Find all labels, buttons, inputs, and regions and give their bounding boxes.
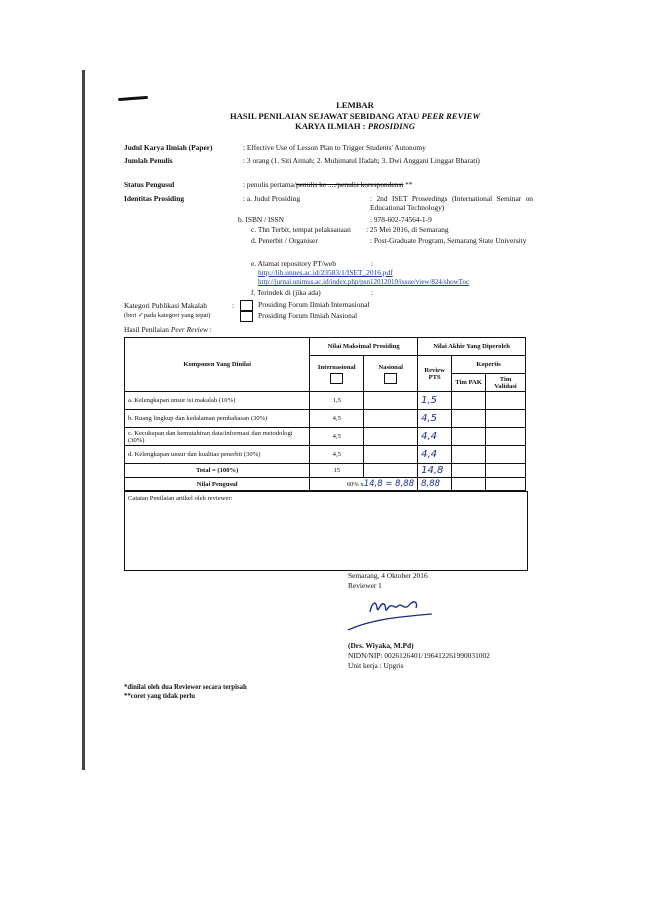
table-row (125, 392, 526, 410)
row-validasi (486, 428, 526, 446)
row-nasional (364, 446, 418, 464)
judul-label: Judul Karya Ilmiah (Paper) (124, 143, 213, 152)
nilai-pak (452, 478, 486, 491)
header-nilai-maks: Nilai Maksimal Prosiding (310, 338, 418, 356)
title-line-2-italic: PEER REVIEW (421, 110, 481, 121)
reviewer-nidn: NIDN/NIP: 0026126401/196412261990031002 (348, 651, 490, 660)
row-label: b. Ruang lingkup dan kedalaman pembahasan (30%) (125, 410, 310, 428)
identitas-label: Identitas Prosiding (124, 194, 185, 203)
row-nasional (364, 428, 418, 446)
nilai-calc (310, 478, 418, 491)
row-pak (452, 446, 486, 464)
checkbox-nasional[interactable] (240, 311, 253, 322)
c-label: c. Thn Terbit, tempat pelaksanaan (251, 225, 351, 234)
checkbox-table-nasional[interactable] (384, 373, 397, 384)
row-validasi (486, 410, 526, 428)
row-nasional (364, 392, 418, 410)
repo-url-2[interactable] (258, 278, 469, 287)
status-value-struck: penulis ke ..../penulis korespondensi (295, 180, 404, 189)
header-nilai-akhir: Nilai Akhir Yang Diperoleh (418, 338, 526, 356)
reviewer-unit: Unit kerja : Upgris (348, 661, 404, 670)
header-kopertis: Kopertis (452, 356, 526, 374)
row-label: c. Kecukupan dan kemutahiran data/informasi dan metodologi (30%) (125, 428, 310, 446)
b-label: b. ISBN / ISSN (238, 215, 284, 224)
jumlah-label: Jumlah Penulis (124, 156, 173, 165)
status-value-a: : penulis pertama/ (243, 180, 296, 189)
kategori-option-internasional[interactable] (240, 300, 369, 311)
title-line-3 (120, 121, 590, 132)
repo-link-2[interactable]: http://jurnal.unimus.ac.id/index.php/psn12012010/issue/view/824/showToc (258, 278, 470, 286)
row-nasional (364, 410, 418, 428)
title-line-3-italic: PROSIDING (367, 121, 415, 131)
kategori-sublabel: (beri ✓pada kategori yang tepat) (124, 312, 211, 319)
header-tim-pak: Tim PAK (452, 374, 486, 392)
row-score: 1,5 (418, 392, 452, 410)
header-review-pts: Review PTS (418, 356, 452, 392)
status-value-b: ** (403, 180, 413, 189)
nilai-row (125, 478, 526, 491)
row-score: 4,5 (418, 410, 452, 428)
document-title (120, 100, 590, 132)
repo-link-1[interactable]: http://lib.unnes.ac.id/23583/1/ISET_2016.pdf (258, 268, 393, 277)
header-tim-validasi: Tim Validasi (486, 374, 526, 392)
jumlah-value: : 3 orang (1. Siti Aimah; 2. Muhimatul Ifadah; 3. Dwi Anggani Linggar Bharati) (243, 156, 480, 165)
row-max: 1,5 (310, 392, 364, 410)
table-row (125, 446, 526, 464)
option-nasional-label: Prosiding Forum Ilmiah Nasional (258, 311, 358, 321)
header-internasional-label: Internasional (317, 363, 356, 371)
hasil-label-c: : (207, 325, 212, 334)
row-score: 4,4 (418, 446, 452, 464)
row-validasi (486, 392, 526, 410)
table-row (125, 410, 526, 428)
table-header-row-1 (125, 338, 526, 356)
d-value: : Post-Graduate Program, Semarang State University (370, 236, 527, 245)
nilai-score: 8,88 (418, 478, 452, 491)
hasil-label-a: Hasil Penilaian (124, 325, 171, 334)
row-pak (452, 428, 486, 446)
row-pak (452, 392, 486, 410)
row-label: a. Kelengkapan unsur isi makalah (10%) (125, 392, 310, 410)
row-score: 4,4 (418, 428, 452, 446)
place-date: Semarang, 4 Oktober 2016 (348, 571, 428, 580)
d-label: d. Penerbit / Organiser (251, 236, 318, 245)
status-label: Status Pengusul (124, 180, 175, 189)
header-nasional-label: Nasional (378, 363, 403, 371)
total-score: 14,8 (418, 464, 452, 478)
status-value (243, 180, 533, 189)
total-row (125, 464, 526, 478)
hasil-label-b: Peer Review (170, 325, 208, 334)
a-value: : 2nd ISET Proseedings (International Seminar on Educational Technology) (370, 194, 533, 212)
total-nasional (364, 464, 418, 478)
checkbox-internasional[interactable] (240, 300, 253, 311)
footnote-2: **coret yang tidak perlu (124, 693, 196, 700)
title-line-2 (120, 111, 590, 122)
review-table (124, 337, 526, 491)
total-max: 15 (310, 464, 364, 478)
footnote-1: *dinilai oleh dua Reviewer secara terpisah (124, 684, 247, 691)
row-max: 4,5 (310, 410, 364, 428)
nilai-calc-a: 60% x (346, 481, 364, 488)
b-value: : 978-602-74564-1-9 (370, 215, 432, 224)
title-line-3-text: KARYA ILMIAH : (295, 121, 368, 131)
f-label: f. Terindek di (jika ada) (251, 288, 321, 297)
total-pak (452, 464, 486, 478)
kategori-colon: : (232, 301, 235, 310)
row-label: d. Kelengkapan unsur dan kualitas penerbit (30%) (125, 446, 310, 464)
table-row (125, 428, 526, 446)
row-validasi (486, 446, 526, 464)
reviewer-role: Reviewer 1 (348, 581, 382, 590)
row-max: 4,5 (310, 446, 364, 464)
nilai-label: Nilai Pengusul (125, 478, 310, 491)
f-colon: : (371, 288, 374, 297)
notes-label: Catatan Penilaian artikel oleh reviewer: (128, 495, 233, 502)
title-line-2-text: HASIL PENILAIAN SEJAWAT SEBIDANG ATAU (229, 110, 422, 121)
notes-box[interactable] (124, 491, 528, 571)
nilai-validasi (486, 478, 526, 491)
page-edge-shadow (82, 70, 85, 770)
signature-image (340, 590, 450, 638)
checkbox-table-internasional[interactable] (330, 373, 343, 384)
total-validasi (486, 464, 526, 478)
e-label: e. Alamat repository PT/web (251, 259, 336, 268)
row-pak (452, 410, 486, 428)
kategori-option-nasional[interactable] (240, 311, 357, 322)
nilai-calc-b: 14,8 = 8,88 (363, 479, 415, 489)
a-label: : a. Judul Prosiding (243, 194, 301, 203)
e-colon: : (371, 259, 374, 268)
total-label: Total = (100%) (125, 464, 310, 478)
header-nasional (364, 356, 418, 392)
header-internasional (310, 356, 364, 392)
title-line-1: LEMBAR (336, 100, 374, 110)
option-internasional-label: Prosiding Forum Ilmiah Internasional (258, 300, 370, 310)
row-max: 4,5 (310, 428, 364, 446)
kategori-label: Kategori Publikasi Makalah (124, 301, 207, 310)
repo-url-1[interactable] (258, 268, 393, 277)
judul-value: : Effective Use of Lesson Plan to Trigger Students' Autonomy (243, 143, 426, 152)
reviewer-name: (Drs. Wiyaka, M.Pd) (348, 641, 414, 650)
c-value: : 25 Mei 2016, di Semarang (366, 225, 449, 234)
header-komponen: Komponen Yang Dinilai (125, 338, 310, 392)
hasil-label (124, 325, 212, 334)
